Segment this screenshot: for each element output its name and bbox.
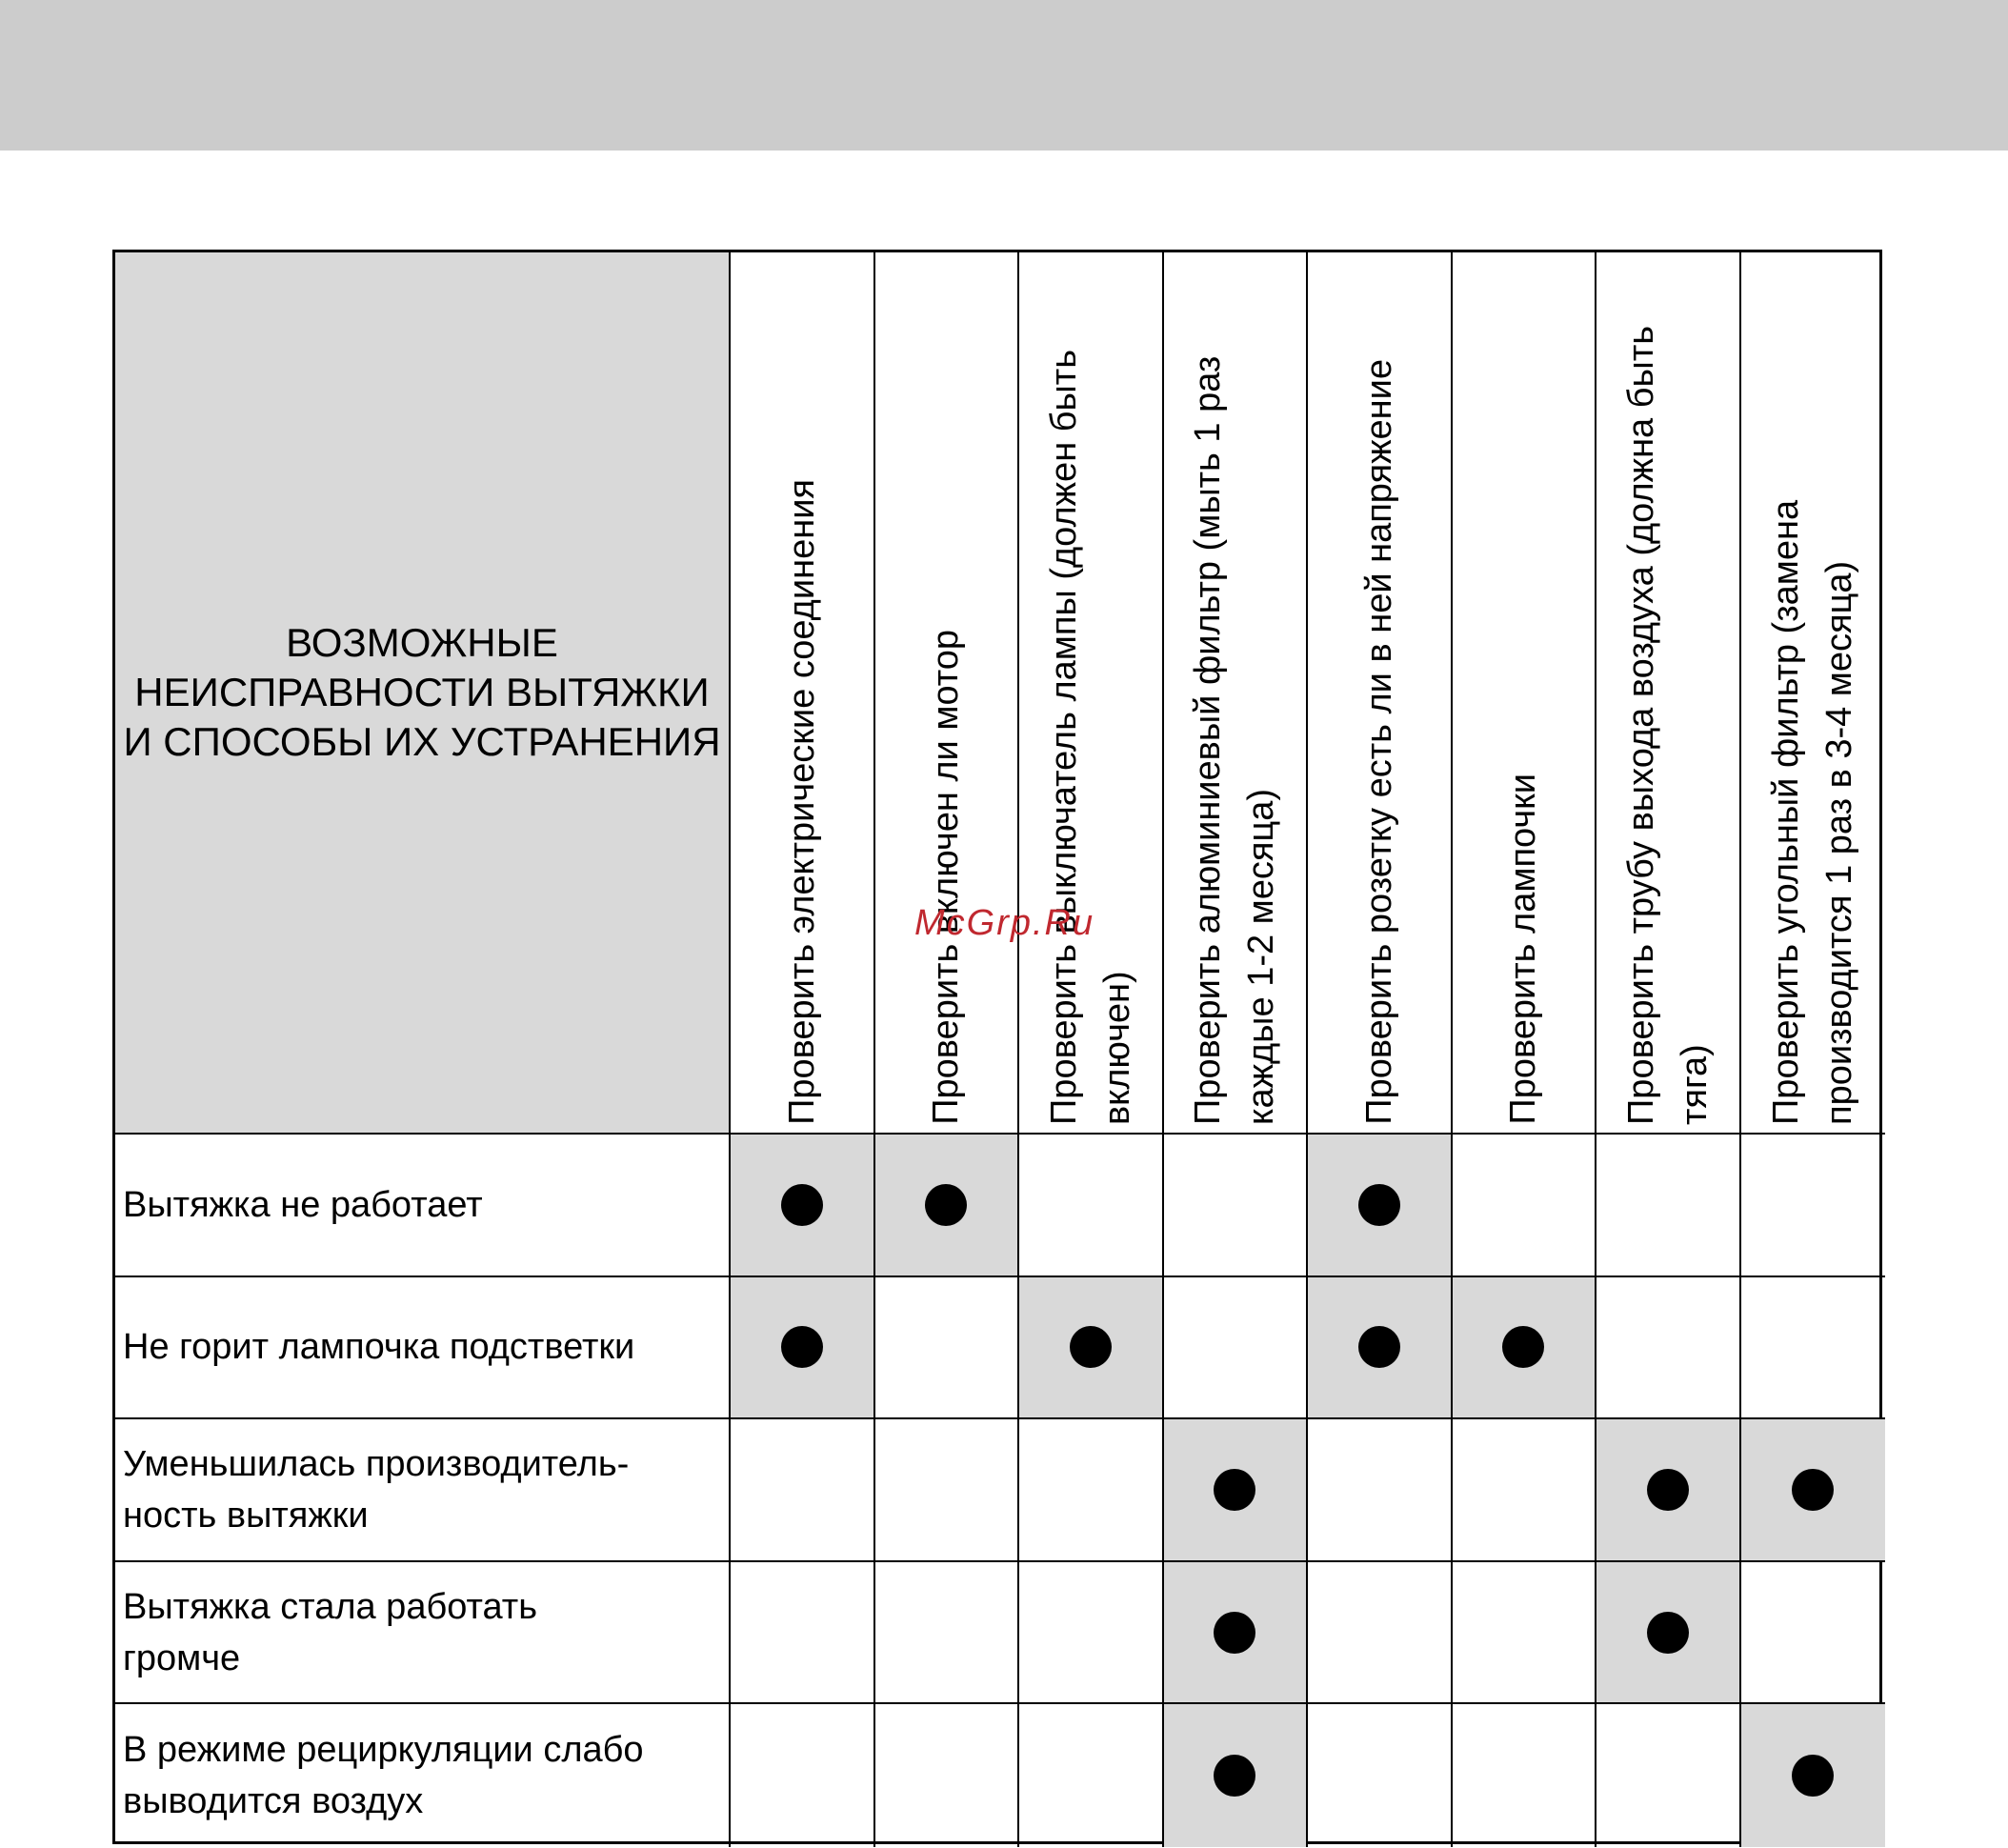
table-cell	[731, 1704, 875, 1847]
table-cell	[731, 1562, 875, 1705]
column-header-4	[1164, 252, 1309, 1135]
column-header-5	[1308, 252, 1453, 1135]
row-header-line: Вытяжка не работает	[123, 1184, 483, 1225]
table-cell	[1741, 1704, 1886, 1847]
top-band	[0, 0, 2008, 151]
column-header-1	[731, 252, 875, 1135]
check-dot-icon	[1358, 1326, 1400, 1368]
table-cell	[1308, 1562, 1453, 1705]
table-cell	[731, 1277, 875, 1420]
row-header-5	[115, 1704, 731, 1847]
table-cell	[875, 1419, 1020, 1562]
check-dot-icon	[1358, 1184, 1400, 1226]
table-cell	[1164, 1562, 1309, 1705]
check-dot-icon	[1647, 1469, 1689, 1511]
column-header-3	[1019, 252, 1164, 1135]
row-header-line: Вытяжка стала работать	[123, 1586, 537, 1627]
check-dot-icon	[1070, 1326, 1112, 1368]
table-cell	[1019, 1704, 1164, 1847]
table-cell	[1596, 1135, 1741, 1277]
column-header-text: Проверить угольный фильтр (замена производится 1 раз в 3-4 месяца)	[1766, 499, 1860, 1125]
column-header-text: Проверить трубу выхода воздуха (должна быть тяга)	[1620, 325, 1715, 1125]
watermark: McGrp.Ru	[914, 903, 1095, 943]
table-cell	[731, 1419, 875, 1562]
column-header-6	[1453, 252, 1597, 1135]
table-cell	[1164, 1419, 1309, 1562]
table-cell	[1019, 1419, 1164, 1562]
column-header-2	[875, 252, 1020, 1135]
table-cell	[875, 1704, 1020, 1847]
troubleshooting-table	[112, 250, 1882, 1844]
row-header-line: ность вытяжки	[123, 1495, 369, 1536]
row-header-1	[115, 1135, 731, 1277]
row-header-3	[115, 1419, 731, 1562]
table-cell	[1453, 1419, 1597, 1562]
table-cell	[1308, 1419, 1453, 1562]
check-dot-icon	[1214, 1755, 1255, 1797]
table-cell	[1741, 1419, 1886, 1562]
table-cell	[1308, 1135, 1453, 1277]
table-cell	[1596, 1419, 1741, 1562]
table-cell	[1453, 1277, 1597, 1420]
table-cell	[875, 1277, 1020, 1420]
row-header-line: громче	[123, 1637, 241, 1678]
check-dot-icon	[1214, 1469, 1255, 1511]
row-header-line: выводится воздух	[123, 1781, 424, 1822]
table-cell	[875, 1135, 1020, 1277]
table-cell	[1741, 1562, 1886, 1705]
column-header-text: Проверить лампочки	[1503, 773, 1544, 1125]
table-cell	[731, 1135, 875, 1277]
check-dot-icon	[925, 1184, 967, 1226]
check-dot-icon	[1792, 1469, 1834, 1511]
column-header-8	[1741, 252, 1886, 1135]
table-cell	[1164, 1135, 1309, 1277]
table-cell	[1741, 1277, 1886, 1420]
row-header-2	[115, 1277, 731, 1420]
column-header-text: Проверить алюминиевый фильтр (мыть 1 раз каждые 1-2 месяца)	[1188, 355, 1282, 1125]
check-dot-icon	[1792, 1755, 1834, 1797]
row-header-line: Не горит лампочка подстветки	[123, 1327, 635, 1368]
table-cell	[1164, 1704, 1309, 1847]
column-header-text: Проверить выключатель лампы (должен быть включен)	[1043, 349, 1137, 1125]
table-cell	[1453, 1135, 1597, 1277]
column-header-7	[1596, 252, 1741, 1135]
check-dot-icon	[1647, 1612, 1689, 1654]
row-header-4	[115, 1562, 731, 1705]
check-dot-icon	[1214, 1612, 1255, 1654]
row-header-line: В режиме рециркуляции слабо	[123, 1730, 644, 1771]
table-cell	[1308, 1704, 1453, 1847]
table-corner-title: ВОЗМОЖНЫЕ НЕИСПРАВНОСТИ ВЫТЯЖКИ И СПОСОБЫ ИХ УСТРАНЕНИЯ	[115, 252, 731, 1135]
table-cell	[1308, 1277, 1453, 1420]
table-cell	[1453, 1562, 1597, 1705]
table-cell	[1019, 1277, 1164, 1420]
column-header-text: Проверить включен ли мотор	[926, 630, 967, 1125]
check-dot-icon	[781, 1184, 823, 1226]
column-header-text: Проверить розетку есть ли в ней напряжение	[1358, 359, 1399, 1125]
check-dot-icon	[1502, 1326, 1544, 1368]
table-cell	[1741, 1135, 1886, 1277]
table-cell	[1453, 1704, 1597, 1847]
table-cell	[1019, 1135, 1164, 1277]
table-cell	[1596, 1704, 1741, 1847]
table-cell	[1596, 1562, 1741, 1705]
column-header-text: Проверить электрические соединения	[781, 479, 822, 1125]
row-header-line: Уменьшилась производитель-	[123, 1443, 630, 1484]
table-cell	[1164, 1277, 1309, 1420]
table-cell	[1019, 1562, 1164, 1705]
table-cell	[875, 1562, 1020, 1705]
table-cell	[1596, 1277, 1741, 1420]
check-dot-icon	[781, 1326, 823, 1368]
